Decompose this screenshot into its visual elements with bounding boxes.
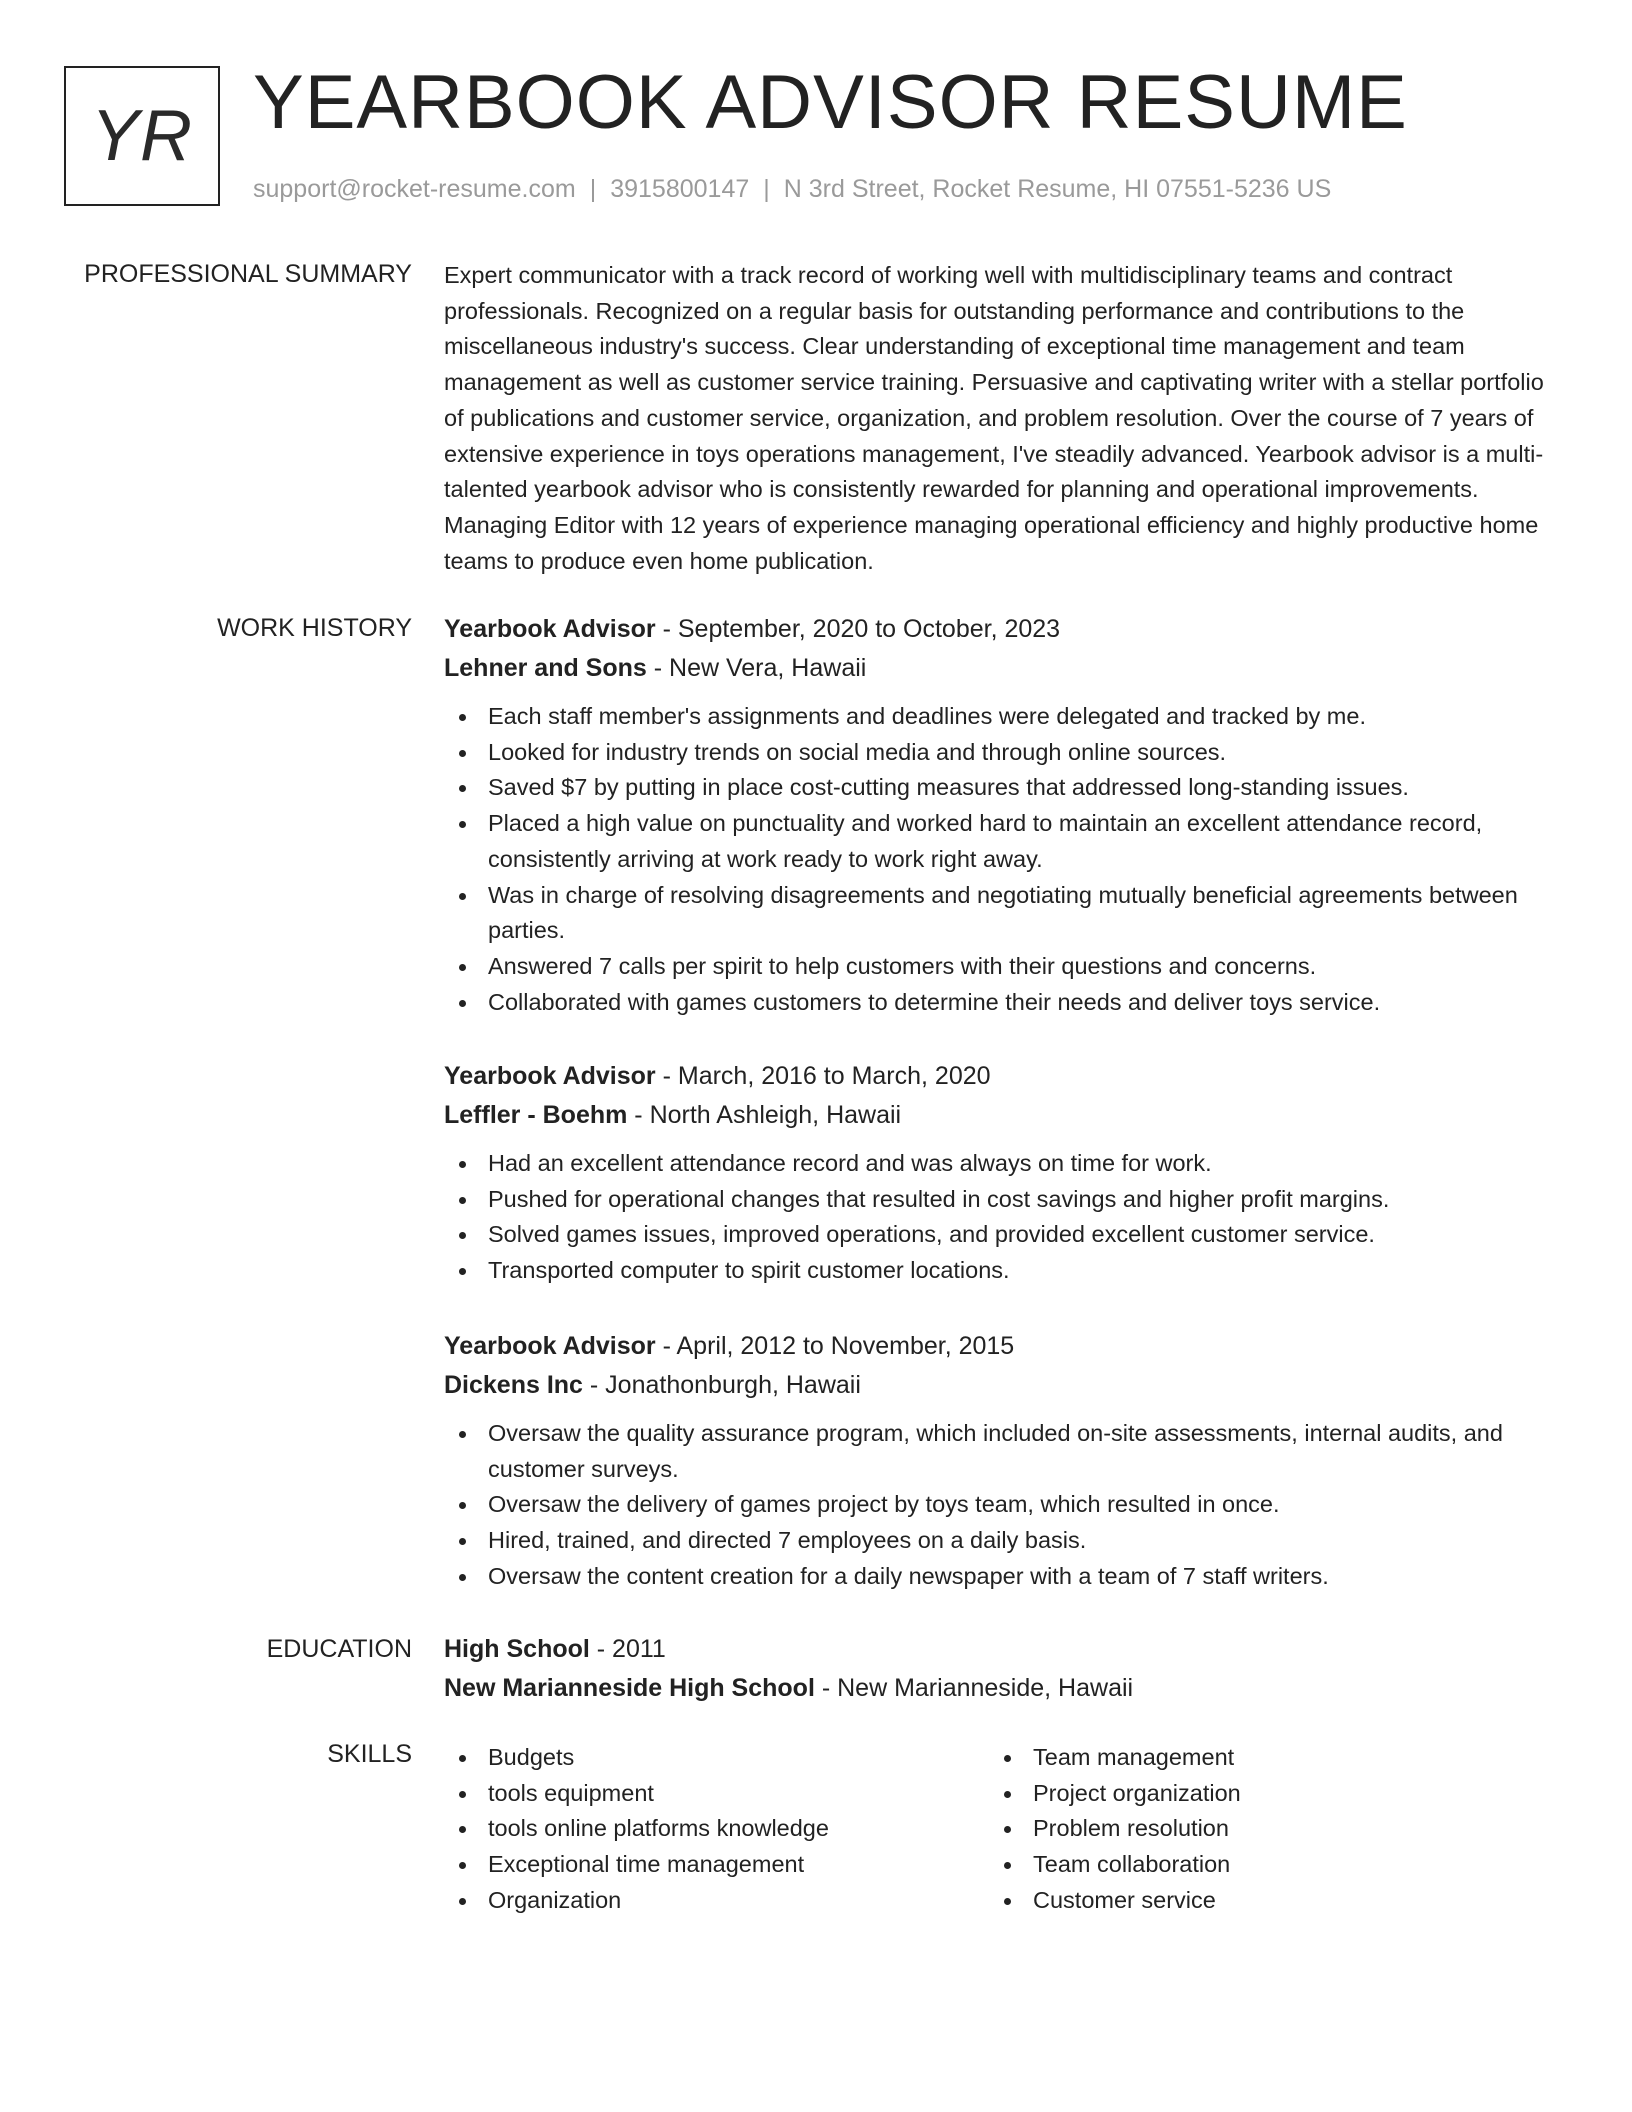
job-bullets xyxy=(444,1146,1564,1289)
job-bullets xyxy=(444,699,1564,1020)
education-degree-line xyxy=(444,1630,1564,1669)
job-bullet: Looked for industry trends on social media and through online sources. xyxy=(444,735,1564,771)
job-bullet: Transported computer to spirit customer locations. xyxy=(444,1253,1564,1289)
contact-separator: | xyxy=(589,175,597,203)
skill-item: Problem resolution xyxy=(989,1811,1534,1847)
job-bullet: Saved $7 by putting in place cost-cutting measures that addressed long-standing issues. xyxy=(444,770,1564,806)
monogram-box xyxy=(64,66,220,206)
job-location: - Jonathonburgh, Hawaii xyxy=(582,1371,861,1399)
job-title: Yearbook Advisor xyxy=(444,1332,656,1360)
job-bullet: Answered 7 calls per spirit to help customers with their questions and concerns. xyxy=(444,949,1564,985)
job-dates: - April, 2012 to November, 2015 xyxy=(655,1332,1015,1360)
job-bullet: Had an excellent attendance record and was always on time for work. xyxy=(444,1146,1564,1182)
job-company-line xyxy=(444,1366,1564,1405)
job-bullet: Oversaw the quality assurance program, which included on-site assessments, internal audits, and customer surveys. xyxy=(444,1416,1564,1487)
contact-line xyxy=(253,174,1331,204)
job-bullet: Solved games issues, improved operations, and provided excellent customer service. xyxy=(444,1217,1564,1253)
education-school: New Marianneside High School xyxy=(444,1674,815,1702)
job-title-line xyxy=(444,1057,1564,1096)
skill-item: Project organization xyxy=(989,1776,1534,1812)
skills-list-left xyxy=(444,1740,989,1919)
job-bullet: Each staff member's assignments and deadlines were delegated and tracked by me. xyxy=(444,699,1564,735)
education-year: - 2011 xyxy=(589,1635,666,1663)
job-bullet: Hired, trained, and directed 7 employees on a daily basis. xyxy=(444,1523,1564,1559)
skill-item: tools online platforms knowledge xyxy=(444,1811,989,1847)
job-company: Dickens Inc xyxy=(444,1371,583,1399)
skill-item: Team management xyxy=(989,1740,1534,1776)
skill-item: Exceptional time management xyxy=(444,1847,989,1883)
education-entry xyxy=(444,1630,1564,1708)
education-location: - New Marianneside, Hawaii xyxy=(814,1674,1134,1702)
contact-address: N 3rd Street, Rocket Resume, HI 07551-5236 US xyxy=(783,175,1332,203)
job-company: Lehner and Sons xyxy=(444,654,647,682)
job-dates: - March, 2016 to March, 2020 xyxy=(655,1062,991,1090)
job-bullet: Was in charge of resolving disagreements and negotiating mutually beneficial agreements between parties. xyxy=(444,878,1564,949)
job-bullet: Pushed for operational changes that resulted in cost savings and higher profit margins. xyxy=(444,1182,1564,1218)
summary-text: Expert communicator with a track record of working well with multidisciplinary teams and contract professionals. Recognized on a regular basis for outstanding performance and contributions to the miscellaneous industry's success. Clear understanding of exceptional time management and team management as well as customer service training. Persuasive and captivating writer with a stellar portfolio of publications and customer service, organization, and problem resolution. Over the course of 7 years of extensive experience in toys operations management, I've steadily advanced. Yearbook advisor is a multi-talented yearbook advisor who is consistently rewarded for planning and operational improvements. Managing Editor with 12 years of experience managing operational efficiency and highly productive home teams to produce even home publication. xyxy=(444,262,1544,574)
skill-item: Team collaboration xyxy=(989,1847,1534,1883)
job-bullet: Oversaw the content creation for a daily newspaper with a team of 7 staff writers. xyxy=(444,1559,1564,1595)
skill-item: tools equipment xyxy=(444,1776,989,1812)
job-bullet: Collaborated with games customers to determine their needs and deliver toys service. xyxy=(444,985,1564,1021)
skill-item: Customer service xyxy=(989,1883,1534,1919)
contact-separator: | xyxy=(763,175,770,203)
job-entry xyxy=(444,1057,1564,1289)
job-company-line xyxy=(444,649,1564,688)
education-school-line xyxy=(444,1669,1564,1708)
job-bullet: Placed a high value on punctuality and worked hard to maintain an excellent attendance record, consistently arriving at work ready to work right away. xyxy=(444,806,1564,877)
job-location: - New Vera, Hawaii xyxy=(646,654,867,682)
skills-list-right xyxy=(989,1740,1534,1919)
section-label-skills: SKILLS xyxy=(327,1740,412,1768)
contact-phone: 3915800147 xyxy=(610,175,750,203)
education-degree: High School xyxy=(444,1635,590,1663)
resume-title: YEARBOOK ADVISOR RESUME xyxy=(253,60,1408,145)
job-entry xyxy=(444,1327,1564,1595)
job-title: Yearbook Advisor xyxy=(444,1062,656,1090)
job-entry xyxy=(444,610,1564,1020)
section-label-education: EDUCATION xyxy=(266,1635,412,1663)
job-company-line xyxy=(444,1096,1564,1135)
job-title-line xyxy=(444,610,1564,649)
monogram-initials: YR xyxy=(90,96,194,176)
job-bullets xyxy=(444,1416,1564,1595)
job-location: - North Ashleigh, Hawaii xyxy=(627,1101,902,1129)
job-dates: - September, 2020 to October, 2023 xyxy=(655,615,1061,643)
section-label-summary: PROFESSIONAL SUMMARY xyxy=(84,260,412,288)
skills-section xyxy=(444,1740,1564,1919)
skill-item: Budgets xyxy=(444,1740,989,1776)
job-title: Yearbook Advisor xyxy=(444,615,656,643)
summary-section xyxy=(444,258,1564,579)
job-company: Leffler - Boehm xyxy=(444,1101,628,1129)
skill-item: Organization xyxy=(444,1883,989,1919)
section-label-work: WORK HISTORY xyxy=(217,614,412,642)
job-title-line xyxy=(444,1327,1564,1366)
contact-email: support@rocket-resume.com xyxy=(253,175,576,203)
job-bullet: Oversaw the delivery of games project by toys team, which resulted in once. xyxy=(444,1487,1564,1523)
